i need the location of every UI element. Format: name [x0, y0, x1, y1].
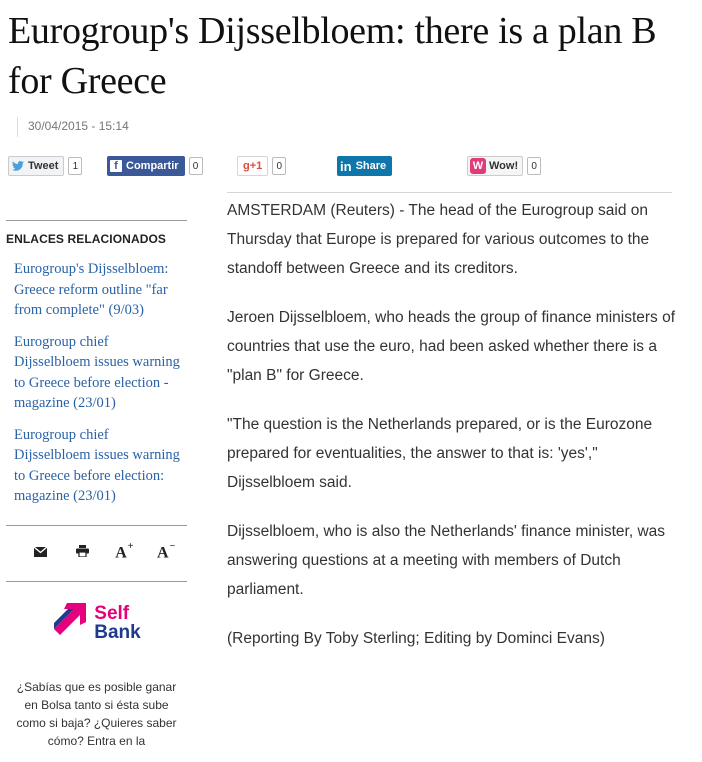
related-link[interactable]: Eurogroup chief Dijsselbloem issues warning to Greece before election - magazine (23/01): [14, 333, 180, 411]
list-item: [14, 332, 187, 414]
envelope-icon: [34, 544, 47, 562]
list-item: [14, 259, 187, 321]
selfbank-arrow-icon: [52, 603, 88, 642]
selfbank-word-bank: Bank: [94, 621, 141, 643]
article-title: Eurogroup's Dijsselbloem: there is a plan B for Greece: [8, 10, 657, 102]
article-paragraph: (Reporting By Toby Sterling; Editing by Dominci Evans): [227, 630, 605, 647]
date-divider: [17, 117, 18, 137]
decrease-font-letter: A: [156, 544, 169, 562]
googleplus-icon: g: [243, 160, 250, 172]
facebook-share: [107, 156, 203, 176]
wow-button[interactable]: [467, 156, 523, 176]
twitter-share: [8, 156, 82, 176]
article-top-divider: [227, 192, 672, 193]
printer-icon: [76, 544, 89, 562]
print-button[interactable]: [62, 544, 104, 562]
linkedin-share-button[interactable]: [337, 156, 392, 176]
selfbank-word-self: Self: [94, 602, 130, 624]
wow-share: [467, 156, 541, 176]
linkedin-icon: in: [340, 158, 352, 174]
wow-count: 0: [527, 157, 541, 175]
wow-label: Wow!: [489, 160, 519, 172]
googleplus-count: 0: [272, 157, 286, 175]
twitter-bird-icon: [12, 161, 24, 171]
article-tools: [6, 526, 187, 581]
selfbank-ad-logo[interactable]: [6, 602, 187, 644]
decrease-font-button[interactable]: [145, 543, 187, 562]
linkedin-label: Share: [355, 160, 387, 172]
facebook-share-button[interactable]: [107, 156, 185, 176]
article-paragraph: AMSTERDAM (Reuters) - The head of the Eurogroup said on Thursday that Europe is prepared for various outcomes to the standoff between Greece and its creditors.: [227, 202, 650, 277]
related-link[interactable]: Eurogroup's Dijsselbloem: Greece reform outline "far from complete" (9/03): [14, 261, 169, 318]
tweet-label: Tweet: [28, 160, 59, 172]
facebook-share-label: Compartir: [126, 160, 179, 172]
tweet-button[interactable]: [8, 156, 64, 176]
facebook-count: 0: [189, 157, 203, 175]
wow-logo-icon: W: [470, 158, 486, 174]
article-date: 30/04/2015 - 15:14: [28, 119, 129, 133]
list-item: [14, 425, 187, 507]
related-link[interactable]: Eurogroup chief Dijsselbloem issues warning to Greece before election: magazine (23/01): [14, 426, 180, 504]
article-paragraph: Dijsselbloem, who is also the Netherlands' finance minister, was answering questions at a meeting with members of Dutch parliament.: [227, 523, 666, 598]
article-body: [227, 196, 677, 673]
email-button[interactable]: [20, 544, 62, 562]
linkedin-share: [337, 156, 392, 176]
sidebar-divider: [6, 220, 187, 221]
article-paragraph: Jeroen Dijsselbloem, who heads the group of finance ministers of countries that use the euro, had been asked whether there is a "plan B" for Greece.: [227, 309, 676, 384]
tweet-count: 1: [68, 157, 82, 175]
share-bar: [8, 156, 670, 180]
googleplus-label: +1: [249, 160, 263, 172]
googleplus-share: [237, 156, 286, 176]
tools-divider-bottom: [6, 581, 187, 582]
facebook-icon: f: [110, 160, 122, 172]
selfbank-wordmark: [94, 604, 140, 642]
increase-font-button[interactable]: [104, 543, 146, 562]
increase-font-letter: A: [115, 544, 127, 562]
googleplus-button[interactable]: [237, 156, 268, 176]
related-links-heading: ENLACES RELACIONADOS: [6, 232, 167, 246]
related-sidebar: [6, 220, 187, 762]
related-links-list: [6, 259, 187, 507]
font-decrease-icon: A−: [156, 541, 176, 562]
selfbank-promo-text: ¿Sabías que es posible ganar en Bolsa tanto si ésta sube como si baja? ¿Quieres saber cómo? Entra en la: [16, 679, 177, 748]
font-increase-icon: A+: [115, 541, 134, 562]
article-paragraph: "The question is the Netherlands prepared, or is the Eurozone prepared for eventualities, the answer to that is: 'yes'," Dijsselbloem said.: [227, 416, 653, 491]
